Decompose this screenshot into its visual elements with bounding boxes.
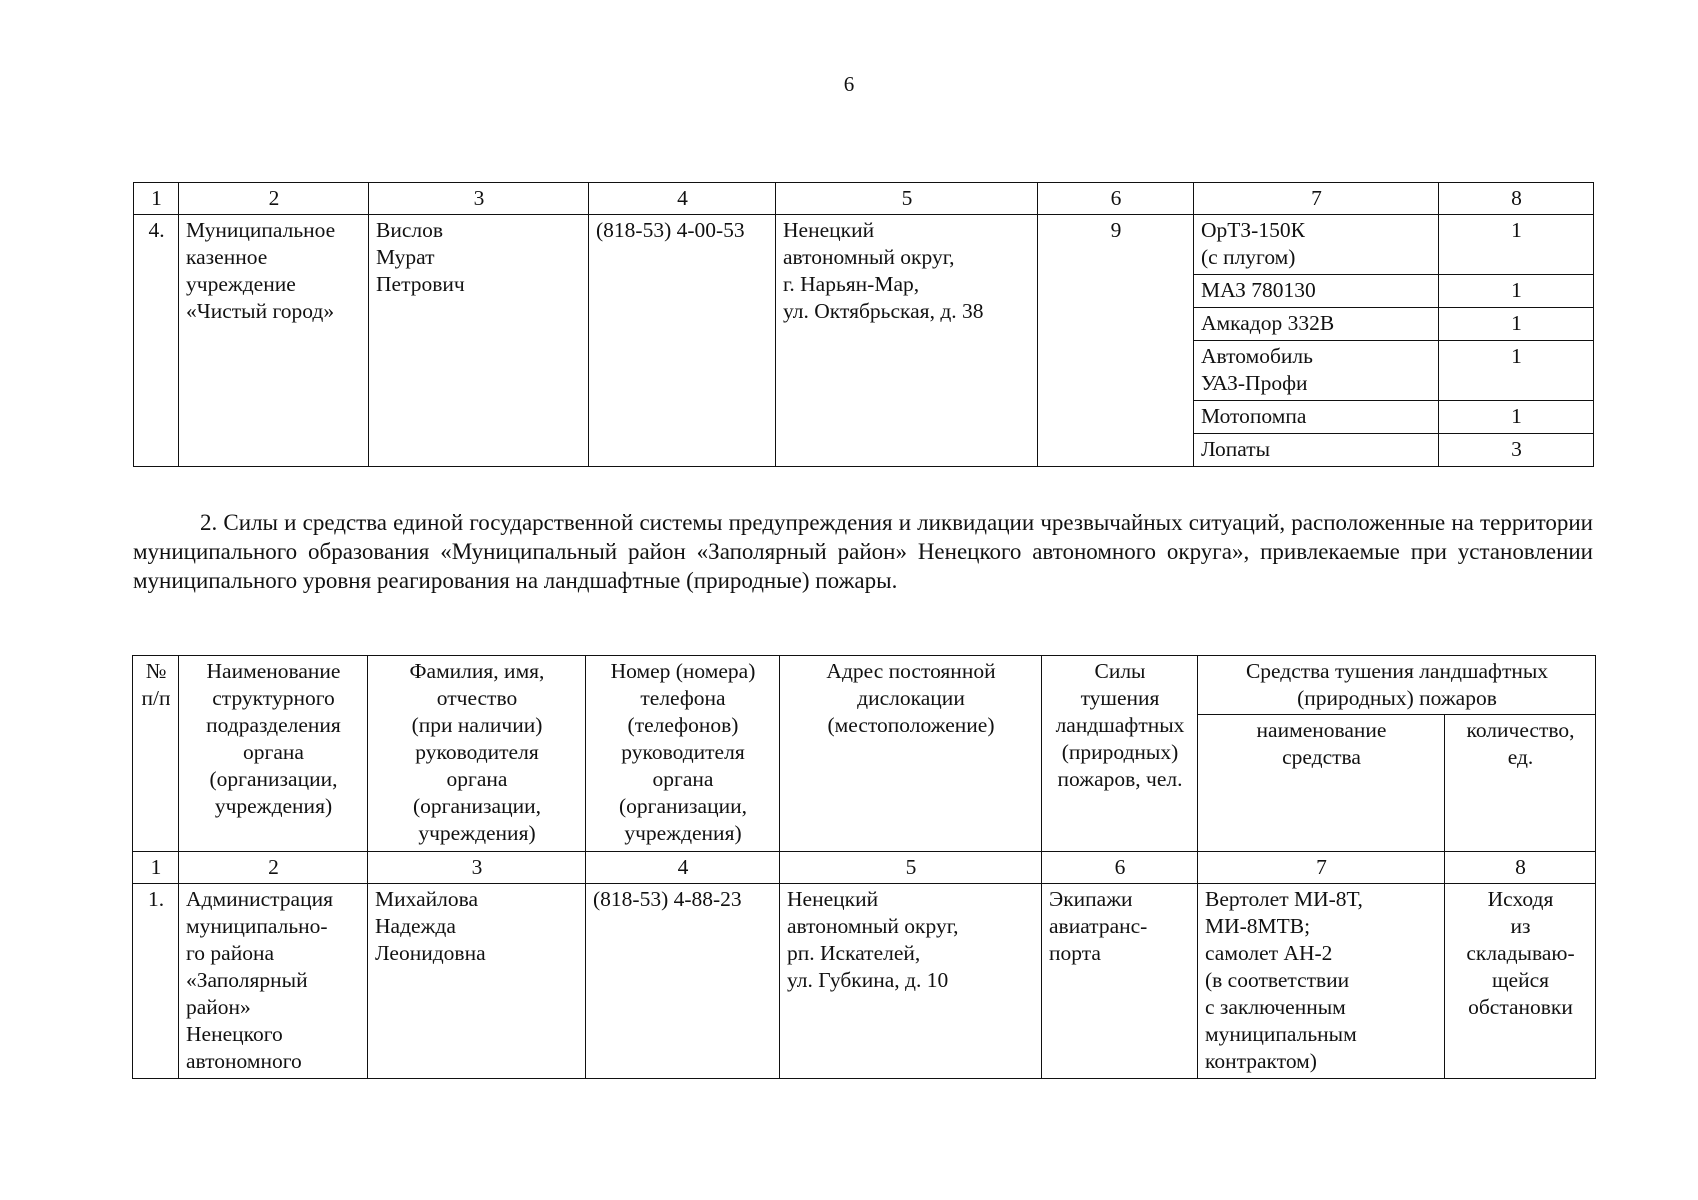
column-number: 7 xyxy=(1198,852,1445,884)
equipment-qty: 1 xyxy=(1439,308,1594,341)
column-number-row xyxy=(133,852,1596,884)
table-row xyxy=(134,215,1594,275)
section-paragraph: 2. Силы и средства единой государственной системы предупреждения и ликвидации чрезвычайных ситуаций, расположенные на территории муниципального образования «Муниципальный район «Заполярный район» Ненецкого автономного округа», привлекаемые при установлении муниципального уровня реагирования на ландшафтные (природные) пожары. xyxy=(133,510,1593,593)
column-number: 8 xyxy=(1439,183,1594,215)
column-number: 4 xyxy=(586,852,780,884)
equipment-name: Амкадор 332В xyxy=(1194,308,1439,341)
header-head-name: Фамилия, имя, отчество (при наличии) руководителя органа (организации, учреждения) xyxy=(368,656,586,852)
header-forces: Силы тушения ландшафтных (природных) пожаров, чел. xyxy=(1042,656,1198,852)
head-name: Михайлова Надежда Леонидовна xyxy=(368,884,586,1079)
column-number: 6 xyxy=(1042,852,1198,884)
equipment-name: Лопаты xyxy=(1194,434,1439,467)
column-number: 1 xyxy=(134,183,179,215)
means-qty: Исходя из складываю- щейся обстановки xyxy=(1445,884,1596,1079)
page-number: 6 xyxy=(843,72,855,96)
equipment-name: ОрТЗ-150К (с плугом) xyxy=(1194,215,1439,275)
means-name: Вертолет МИ-8Т, МИ-8МТВ; самолет АН-2 (в соответствии с заключенным муниципальным контрактом) xyxy=(1198,884,1445,1079)
column-number: 3 xyxy=(368,852,586,884)
header-means: Средства тушения ландшафтных (природных) пожаров xyxy=(1198,656,1596,715)
equipment-qty: 1 xyxy=(1439,275,1594,308)
table-header-row xyxy=(133,656,1596,715)
equipment-name: МАЗ 780130 xyxy=(1194,275,1439,308)
column-number: 8 xyxy=(1445,852,1596,884)
column-number: 2 xyxy=(179,183,369,215)
column-number: 1 xyxy=(133,852,179,884)
column-number: 5 xyxy=(776,183,1038,215)
phone-number: (818-53) 4-00-53 xyxy=(589,215,776,467)
header-address: Адрес постоянной дислокации (местоположение) xyxy=(780,656,1042,852)
header-number: № п/п xyxy=(133,656,179,852)
address: Ненецкий автономный округ, г. Нарьян-Мар, ул. Октябрьская, д. 38 xyxy=(776,215,1038,467)
column-number-row xyxy=(134,183,1594,215)
forces-description: Экипажи авиатранс- порта xyxy=(1042,884,1198,1079)
column-number: 4 xyxy=(589,183,776,215)
address: Ненецкий автономный округ, рп. Искателей, ул. Губкина, д. 10 xyxy=(780,884,1042,1079)
column-number: 5 xyxy=(780,852,1042,884)
forces-count: 9 xyxy=(1038,215,1194,467)
column-number: 2 xyxy=(179,852,368,884)
header-phone: Номер (номера) телефона (телефонов) руководителя органа (организации, учреждения) xyxy=(586,656,780,852)
equipment-name: Автомобиль УАЗ-Профи xyxy=(1194,341,1439,401)
column-number: 3 xyxy=(369,183,589,215)
row-number: 1. xyxy=(133,884,179,1079)
header-organization: Наименование структурного подразделения органа (организации, учреждения) xyxy=(179,656,368,852)
header-means-qty: количество, ед. xyxy=(1445,715,1596,852)
header-means-name: наименование средства xyxy=(1198,715,1445,852)
equipment-qty: 1 xyxy=(1439,401,1594,434)
row-number: 4. xyxy=(134,215,179,467)
table-row xyxy=(133,884,1596,1079)
fire-resources-table xyxy=(132,655,1596,1079)
phone-number: (818-53) 4-88-23 xyxy=(586,884,780,1079)
organization-name: Администрация муниципально- го района «Заполярный район» Ненецкого автономного xyxy=(179,884,368,1079)
organization-name: Муниципальное казенное учреждение «Чистый город» xyxy=(179,215,369,467)
fire-resources-table-continued xyxy=(133,182,1594,467)
head-name: Вислов Мурат Петрович xyxy=(369,215,589,467)
column-number: 7 xyxy=(1194,183,1439,215)
equipment-name: Мотопомпа xyxy=(1194,401,1439,434)
column-number: 6 xyxy=(1038,183,1194,215)
equipment-qty: 1 xyxy=(1439,215,1594,275)
equipment-qty: 1 xyxy=(1439,341,1594,401)
equipment-qty: 3 xyxy=(1439,434,1594,467)
